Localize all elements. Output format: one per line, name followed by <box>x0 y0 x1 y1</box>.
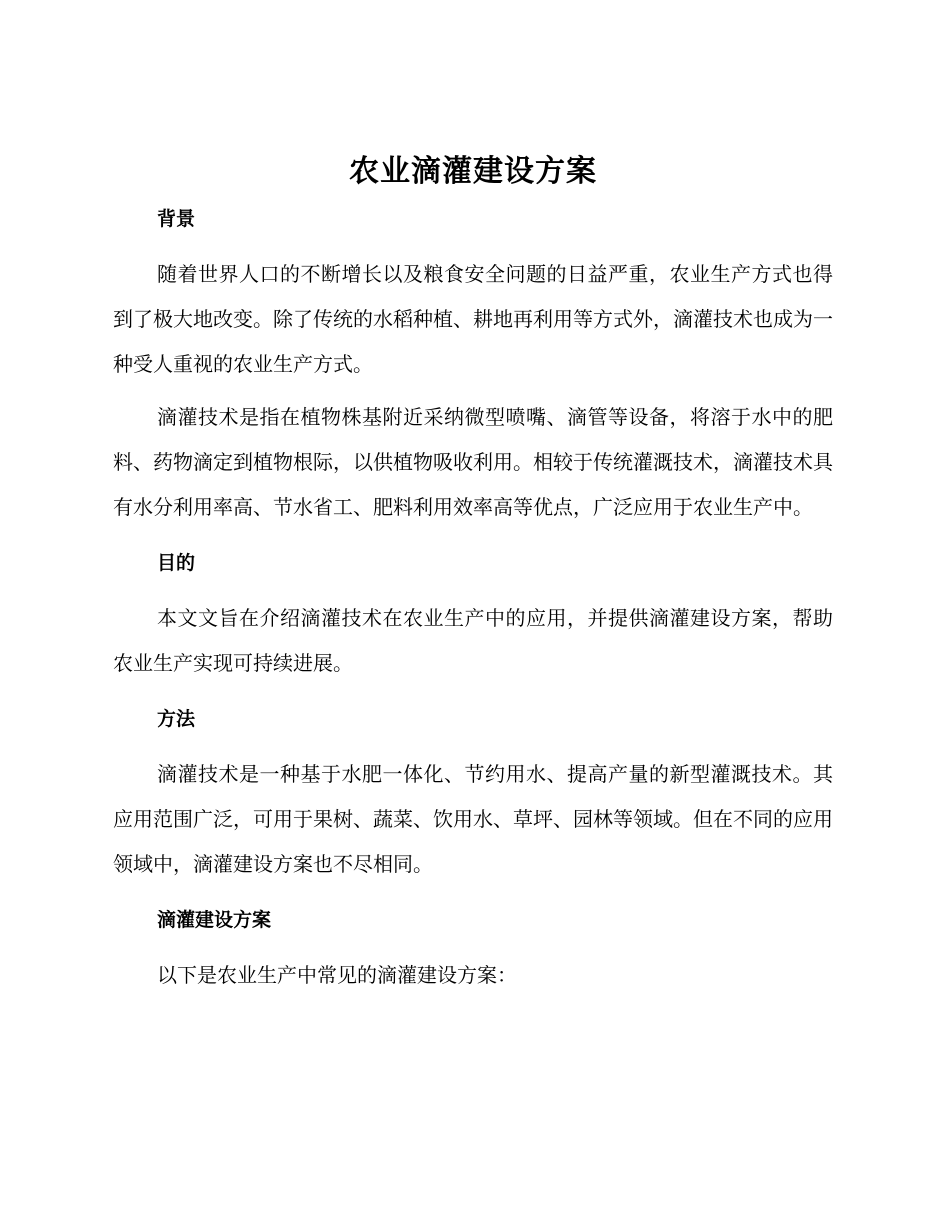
paragraph: 滴灌技术是一种基于水肥一体化、节约用水、提高产量的新型灌溉技术。其应用范围广泛，可用于果树、蔬菜、饮用水、草坪、园林等领域。但在不同的应用领域中，滴灌建设方案也不尽相同。 <box>113 762 833 876</box>
paragraph: 以下是农业生产中常见的滴灌建设方案： <box>157 963 517 987</box>
paragraph: 随着世界人口的不断增长以及粮食安全问题的日益严重，农业生产方式也得到了极大地改变。除了传统的水稻种植、耕地再利用等方式外，滴灌技术也成为一种受人重视的农业生产方式。 <box>113 262 833 376</box>
section-heading-plan: 滴灌建设方案 <box>157 909 272 931</box>
paragraph: 本文文旨在介绍滴灌技术在农业生产中的应用，并提供滴灌建设方案，帮助农业生产实现可持续进展。 <box>113 606 833 675</box>
document-page <box>113 150 833 998</box>
paragraph: 滴灌技术是指在植物株基附近采纳微型喷嘴、滴管等设备，将溶于水中的肥料、药物滴定到植物根际，以供植物吸收利用。相较于传统灌溉技术，滴灌技术具有水分利用率高、节水省工、肥料利用效率高等优点，广泛应用于农业生产中。 <box>113 405 833 519</box>
section-heading-method: 方法 <box>157 708 196 730</box>
section-heading-purpose: 目的 <box>157 552 196 574</box>
section-heading-background: 背景 <box>157 208 196 230</box>
page-title: 农业滴灌建设方案 <box>349 154 597 189</box>
